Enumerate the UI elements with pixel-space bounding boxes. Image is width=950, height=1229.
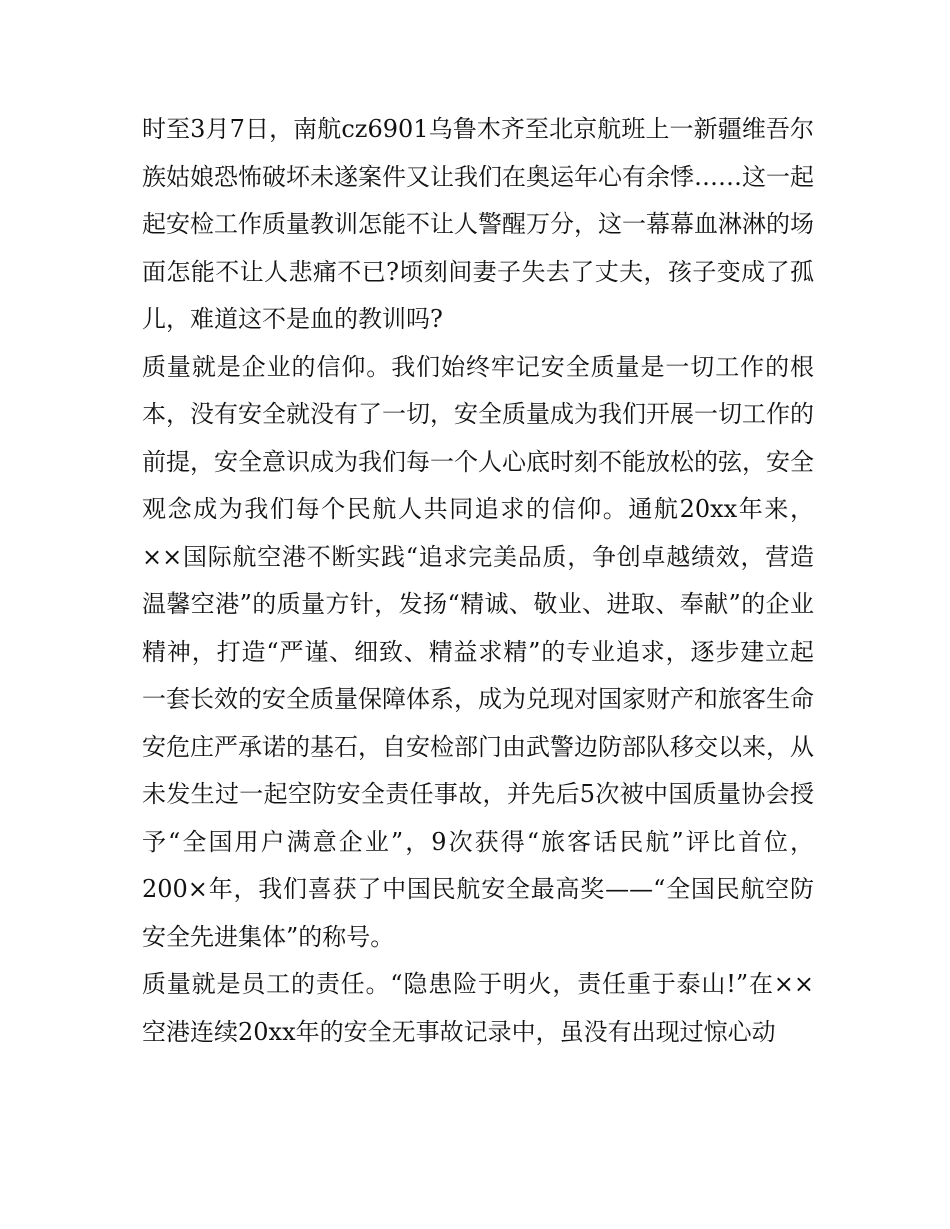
paragraph-1: 时至3月7日，南航cz6901乌鲁木齐至北京航班上一新疆维吾尔族姑娘恐怖破坏未遂案件又让我们在奥运年心有余悸……这一起起安检工作质量教训怎能不让人警醒万分，这一幕幕血淋淋的场面怎能不让人悲痛不已?顷刻间妻子失去了丈夫，孩子变成了孤儿，难道这不是血的教训吗? bbox=[142, 115, 814, 333]
document-body bbox=[142, 106, 814, 1056]
paragraph-2: 质量就是企业的信仰。我们始终牢记安全质量是一切工作的根本，没有安全就没有了一切，安全质量成为我们开展一切工作的前提，安全意识成为我们每一个人心底时刻不能放松的弦，安全观念成为我们每个民航人共同追求的信仰。通航20xx年来，××国际航空港不断实践“追求完美品质，争创卓越绩效，营造温馨空港”的质量方针，发扬“精诚、敬业、进取、奉献”的企业精神，打造“严谨、细致、精益求精”的专业追求，逐步建立起一套长效的安全质量保障体系，成为兑现对国家财产和旅客生命安危庄严承诺的基石，自安检部门由武警边防部队移交以来，从未发生过一起空防安全责任事故，并先后5次被中国质量协会授予“全国用户满意企业”，9次获得“旅客话民航”评比首位，200×年，我们喜获了中国民航安全最高奖——“全国民航空防安全先进集体”的称号。 bbox=[142, 352, 814, 951]
paragraph-3: 质量就是员工的责任。“隐患险于明火，责任重于泰山!”在××空港连续20xx年的安全无事故记录中，虽没有出现过惊心动 bbox=[142, 970, 814, 1046]
